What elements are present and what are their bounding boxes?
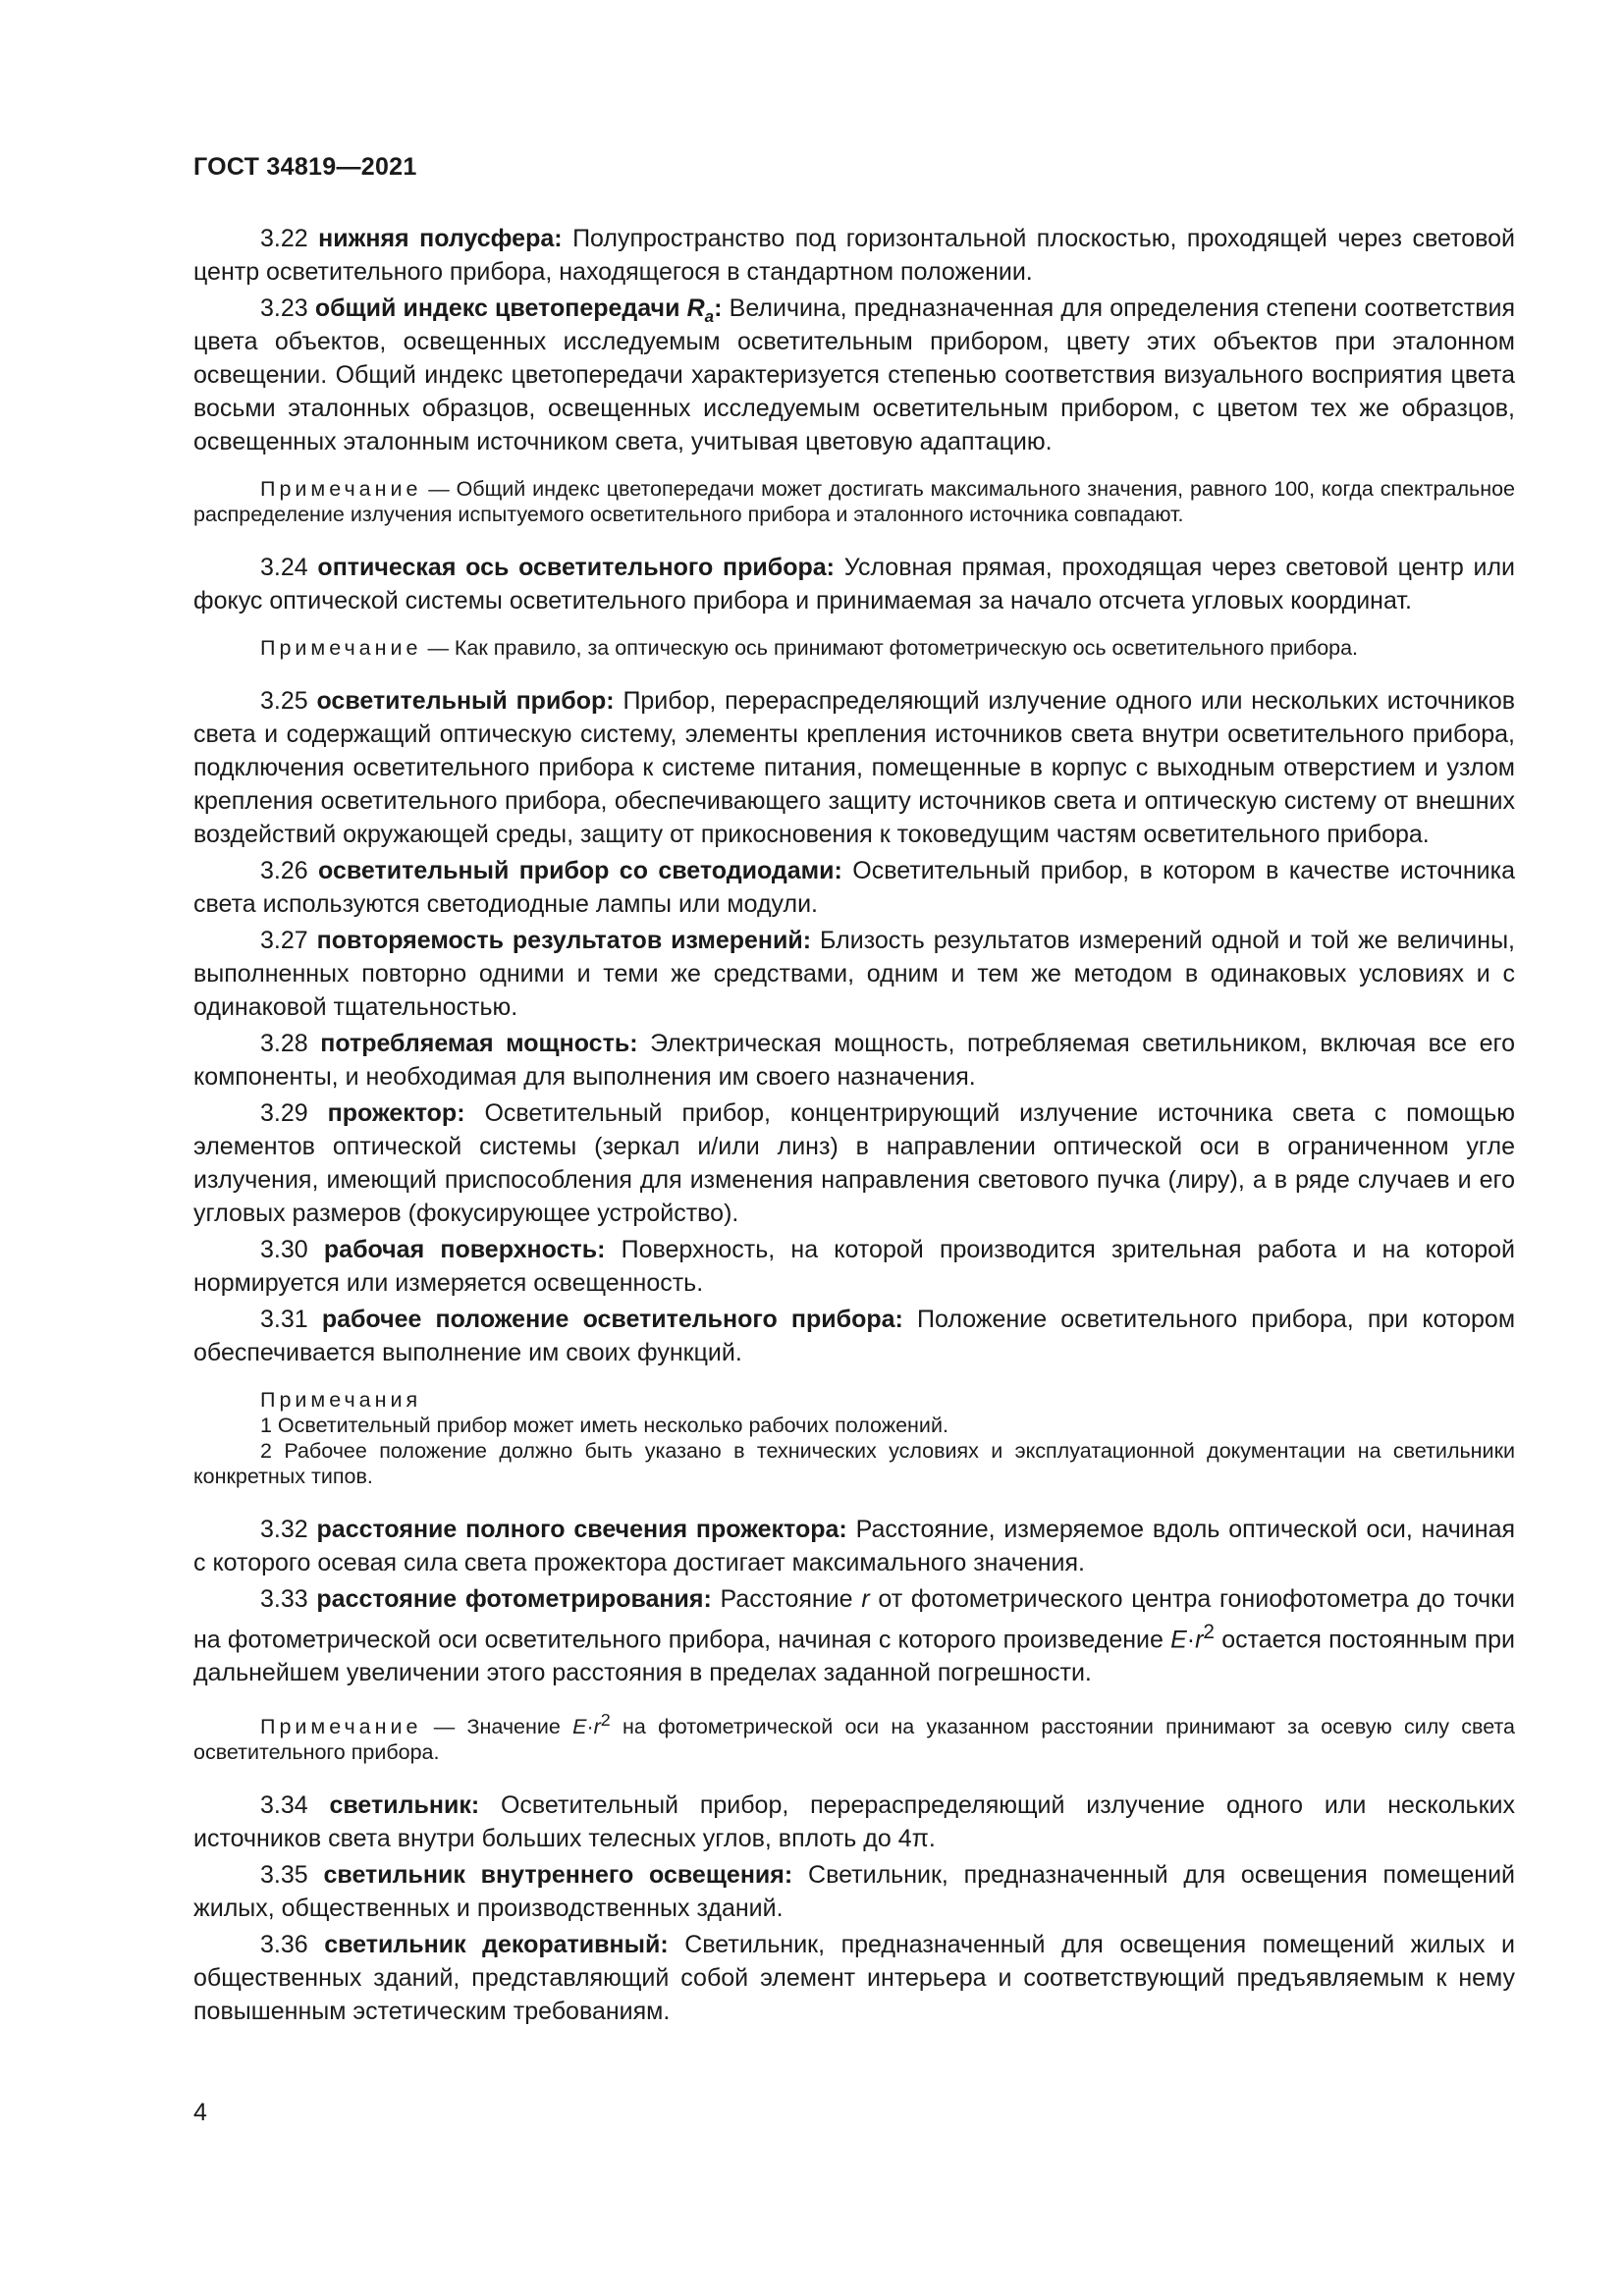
clause-3-24 [193, 551, 1515, 617]
page-number: 4 [193, 2099, 207, 2126]
clause-text: Близость результатов измерений одной и той же величины, выполненных повторно одними и теми же средствами, одним и тем же методом в одинаковых условиях и с одинаковой тщательностью. [193, 927, 1515, 1021]
clause-number: 3.26 [260, 857, 308, 884]
expr-e: E [1170, 1626, 1187, 1654]
clause-number: 3.34 [260, 1791, 308, 1820]
notes-label: Примечания [260, 1388, 422, 1412]
expr-e: E [572, 1715, 587, 1739]
clause-number: 3.28 [260, 1030, 308, 1057]
clause-number: 3.25 [260, 687, 308, 715]
clause-term-text: общий индекс цветопередачи [314, 294, 680, 322]
document-body [193, 222, 1515, 2031]
clause-3-29 [193, 1096, 1515, 1230]
expr-r: r [1195, 1626, 1204, 1654]
clause-term: осветительный прибор: [316, 687, 615, 715]
clause-number: 3.22 [260, 225, 308, 252]
clause-term: рабочая поверхность: [323, 1236, 606, 1263]
clause-text: Осветительный прибор, концентрирующий излучение источника света с помощью элементов оптической системы (зеркал и/или линз) в направлении оптической оси в ограниченном угле излучения, имеющий приспособления для изменения направления светового пучка (лиру), а в ряде случаев и его угловых размеров (фокусирующее устройство). [193, 1099, 1515, 1227]
clause-text: Электрическая мощность, потребляемая светильником, включая все его компоненты, и необходимая для выполнения им своего назначения. [193, 1030, 1515, 1091]
clause-term: прожектор: [327, 1099, 465, 1127]
note-text: — Общий индекс цветопередачи может достигать максимального значения, равного 100, когда спектральное распределение излучения испытуемого осветительного прибора и эталонного источника совпадают. [193, 477, 1515, 526]
expr-dot: · [586, 1715, 594, 1739]
clause-3-22 [193, 222, 1515, 289]
clause-3-31 [193, 1303, 1515, 1369]
clause-3-36 [193, 1928, 1515, 2028]
clause-text: Расстояние, измеряемое вдоль оптической оси, начиная с которого осевая сила света прожектора достигает максимального значения. [193, 1516, 1516, 1576]
symbol-subscript: a [704, 307, 715, 326]
clause-term: нижняя полусфера: [318, 225, 563, 252]
clause-term: рабочее положение осветительного прибора: [321, 1306, 903, 1333]
note-3-23 [193, 476, 1515, 527]
clause-number: 3.35 [260, 1861, 308, 1890]
clause-text: Осветительный прибор, перераспределяющий излучение одного или нескольких источников света внутри больших телесных углов, вплоть до 4π. [193, 1791, 1515, 1853]
clause-term: светильник внутреннего освещения: [323, 1861, 793, 1890]
clause-number: 3.31 [260, 1306, 308, 1333]
clause-3-23 [193, 292, 1515, 458]
clause-number: 3.23 [260, 294, 308, 322]
clause-term: потребляемая мощность: [320, 1030, 638, 1057]
clause-term: расстояние фотометрирования: [316, 1585, 712, 1613]
term-colon: : [714, 294, 723, 322]
note-3-33 [193, 1707, 1515, 1765]
note-label: Примечание [260, 1715, 422, 1739]
clause-term: расстояние полного свечения прожектора: [316, 1516, 847, 1543]
clause-term [314, 294, 723, 326]
expr-r: r [593, 1715, 601, 1739]
clause-3-27 [193, 924, 1515, 1024]
clause-number: 3.30 [260, 1236, 308, 1263]
clause-text: Полупространство под горизонтальной плоскостью, проходящей через световой центр осветительного прибора, находящегося в стандартном положении. [193, 225, 1515, 286]
note-label: Примечание [260, 477, 422, 501]
clause-text: Поверхность, на которой производится зрительная работа и на которой нормируется или измеряется освещенность. [193, 1236, 1515, 1297]
clause-3-28 [193, 1027, 1515, 1094]
clause-3-30 [193, 1233, 1515, 1300]
clause-text: Положение осветительного прибора, при котором обеспечивается выполнение им своих функций. [193, 1306, 1516, 1366]
clause-number: 3.27 [260, 927, 308, 954]
expr-power: 2 [1203, 1621, 1216, 1643]
clause-3-32 [193, 1513, 1515, 1579]
clause-text: Величина, предназначенная для определения степени соответствия цвета объектов, освещенных исследуемым осветительным прибором, цвету этих объектов при эталонном освещении. Общий индекс цветопередачи характеризуется степенью соответствия визуального восприятия цвета восьми эталонных образцов, освещенных исследуемым осветительным прибором, с цветом тех же образцов, освещенных эталонным источником света, учитывая цветовую адаптацию. [193, 294, 1515, 455]
clause-text-c: остается постоянным при дальнейшем увеличении этого расстояния в пределах заданной погрешности. [193, 1626, 1515, 1687]
clause-text: Светильник, предназначенный для освещения помещений жилых и общественных зданий, представляющий собой элемент интерьера и соответствующий предъявляемым к нему повышенным эстетическим требованиям. [193, 1931, 1515, 2026]
clause-term: светильник: [329, 1791, 480, 1820]
clause-3-26 [193, 854, 1515, 921]
clause-3-33 [193, 1582, 1515, 1689]
expr-dot: · [1186, 1626, 1196, 1654]
note-3-24 [193, 635, 1515, 661]
variable-r: r [861, 1585, 870, 1613]
clause-3-35 [193, 1858, 1515, 1925]
clause-number: 3.29 [260, 1099, 308, 1127]
clause-text: Условная прямая, проходящая через световой центр или фокус оптической системы осветительного прибора и принимаемая за начало отсчета угловых координат. [193, 554, 1515, 614]
clause-text-b: от фотометрического центра гониофотометра до точки на фотометрической оси осветительного прибора, начиная с которого произведение [193, 1585, 1516, 1654]
clause-number: 3.36 [260, 1931, 308, 1959]
notes-3-31 [193, 1387, 1515, 1489]
note-item: 2 Рабочее положение должно быть указано в технических условиях и эксплуатационной документации на светильники конкретных типов. [193, 1439, 1515, 1488]
clause-text: Светильник, предназначенный для освещения помещений жилых, общественных и производственных зданий. [193, 1861, 1516, 1923]
clause-term: оптическая ось осветительного прибора: [317, 554, 835, 581]
note-item: 1 Осветительный прибор может иметь несколько рабочих положений. [260, 1414, 948, 1437]
note-text: — Как правило, за оптическую ось принимают фотометрическую ось осветительного прибора. [427, 636, 1359, 660]
clause-text: Прибор, перераспределяющий излучение одного или нескольких источников света и содержащий оптическую систему, элементы крепления источников света внутри осветительного прибора, подключения осветительного прибора к системе питания, помещенные в корпус с выходным отверстием и узлом крепления осветительного прибора, обеспечивающего защиту источников света и оптическую систему от внешних воздействий окружающей среды, защиту от прикосновения к токоведущим частям осветительного прибора. [193, 687, 1515, 848]
clause-term: светильник декоративный: [324, 1931, 669, 1959]
clause-text: Осветительный прибор, в котором в качестве источника света используются светодиодные лампы или модули. [193, 857, 1515, 918]
note-text-b: на фотометрической оси на указанном расстоянии принимают за осевую силу света осветительного прибора. [193, 1715, 1516, 1765]
clause-number: 3.33 [260, 1585, 308, 1613]
clause-number: 3.24 [260, 554, 308, 581]
expr-power: 2 [600, 1710, 611, 1731]
note-label: Примечание [260, 636, 422, 660]
clause-term: повторяемость результатов измерений: [316, 927, 812, 954]
standard-code-header: ГОСТ 34819—2021 [193, 153, 417, 181]
clause-3-34 [193, 1789, 1515, 1855]
clause-text-a: Расстояние [720, 1585, 853, 1613]
note-text-a: — Значение [433, 1715, 561, 1739]
clause-term: осветительный прибор со светодиодами: [318, 857, 842, 884]
symbol-r: R [686, 294, 705, 322]
clause-3-25 [193, 684, 1515, 851]
clause-number: 3.32 [260, 1516, 308, 1543]
